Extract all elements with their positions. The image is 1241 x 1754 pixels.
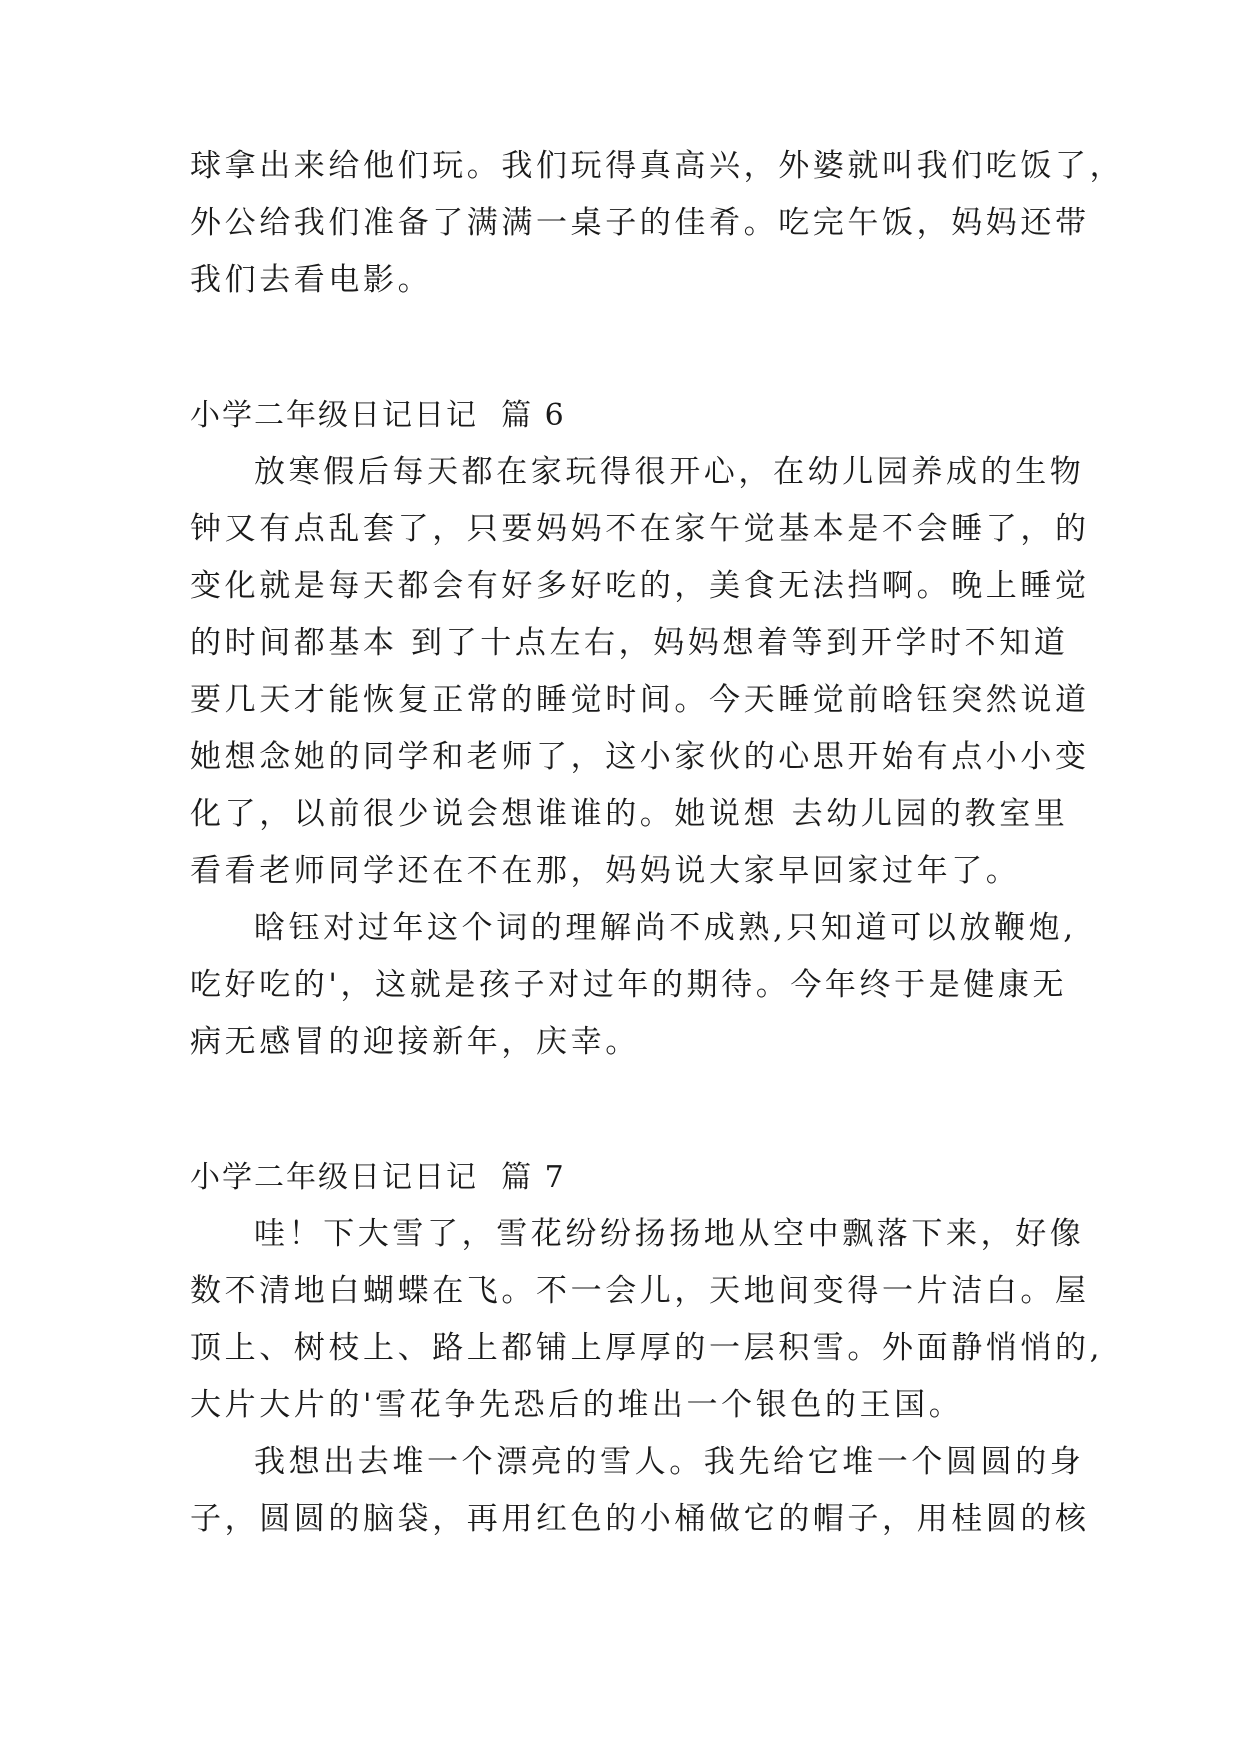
article-7-paragraph-1 [190, 1206, 1104, 1434]
text-line: 吃好吃的'，这就是孩子对过年的期待。今年终于是健康无 [190, 967, 1068, 1003]
text-line: 她想念她的同学和老师了，这小家伙的心思开始有点小小变 [190, 739, 1090, 775]
article-6-heading: 小学二年级日记日记 篇 6 [190, 398, 566, 433]
article-7-heading-block [190, 1149, 1060, 1206]
text-line: 化了，以前很少说会想谁谁的。她说想 去幼儿园的教室里 [190, 796, 1069, 832]
text-line: 要几天才能恢复正常的睡觉时间。今天睡觉前晗钰突然说道 [190, 682, 1090, 718]
text-line: 钟又有点乱套了，只要妈妈不在家午觉基本是不会睡了，的 [190, 511, 1090, 547]
text-line: 数不清地白蝴蝶在飞。不一会儿，天地间变得一片洁白。屋 [190, 1273, 1090, 1309]
article-6-heading-block [190, 387, 1060, 444]
text-line: 大片大片的'雪花争先恐后的堆出一个银色的王国。 [190, 1387, 964, 1423]
text-line: 我想出去堆一个漂亮的雪人。我先给它堆一个圆圆的身 [254, 1444, 1085, 1480]
text-line: 外公给我们准备了满满一桌子的佳肴。吃完午饭，妈妈还带 [190, 205, 1090, 241]
text-line: 变化就是每天都会有好多好吃的，美食无法挡啊。晚上睡觉 [190, 568, 1090, 604]
article-6-paragraph-1 [190, 444, 1090, 900]
text-line: 的时间都基本 到了十点左右，妈妈想着等到开学时不知道 [190, 625, 1069, 661]
article-6-paragraph-2 [190, 900, 1077, 1071]
text-line: 哇！下大雪了，雪花纷纷扬扬地从空中飘落下来，好像 [254, 1216, 1085, 1252]
text-line: 子，圆圆的脑袋，再用红色的小桶做它的帽子，用桂圆的核 [190, 1501, 1090, 1537]
text-line: 放寒假后每天都在家玩得很开心，在幼儿园养成的生物 [254, 454, 1085, 490]
article-7-paragraph-2 [190, 1434, 1090, 1548]
text-line: 晗钰对过年这个词的理解尚不成熟,只知道可以放鞭炮, [254, 910, 1077, 946]
text-line: 病无感冒的迎接新年，庆幸。 [190, 1024, 640, 1060]
text-line: 我们去看电影。 [190, 262, 433, 298]
text-line: 球拿出来给他们玩。我们玩得真高兴，外婆就叫我们吃饭了， [190, 148, 1125, 184]
text-line: 看看老师同学还在不在那，妈妈说大家早回家过年了。 [190, 853, 1021, 889]
continuation-paragraph [190, 138, 1125, 309]
text-line: 顶上、树枝上、路上都铺上厚厚的一层积雪。外面静悄悄的, [190, 1330, 1104, 1366]
article-7-heading: 小学二年级日记日记 篇 7 [190, 1160, 566, 1195]
